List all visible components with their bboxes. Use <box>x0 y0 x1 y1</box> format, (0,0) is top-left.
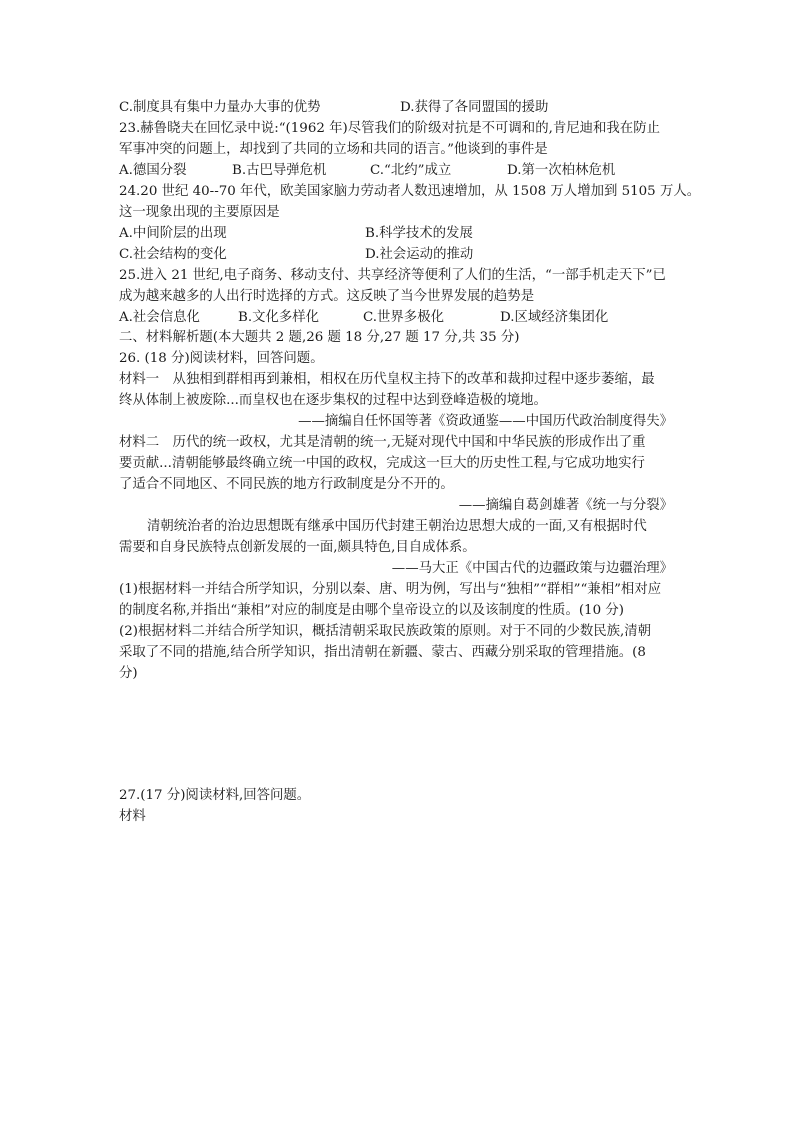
q26-sub1-line1: (1)根据材料一并结合所学知识，分别以秦、唐、明为例，写出与“独相”“群相”“兼相”相对应 <box>119 582 662 597</box>
q26-material1-source: ——摘编自任怀国等著《资政通鉴——中国历代政治制度得失》 <box>298 414 673 429</box>
q26-sub1-line2: 的制度名称,并指出“兼相”对应的制度是由哪个皇帝设立的以及该制度的性质。(10 分) <box>119 603 624 618</box>
q24-option-c: C.社会结构的变化 <box>119 247 227 262</box>
q27-material-label: 材料 <box>119 809 146 824</box>
q26-material3-line2: 需要和自身民族特点创新发展的一面,颇具特色,目自成体系。 <box>119 540 476 555</box>
q24-option-b: B.科学技术的发展 <box>365 226 473 241</box>
q26-sub2-line3: 分) <box>119 666 138 681</box>
q24-option-a: A.中间阶层的出现 <box>119 226 227 241</box>
q26-sub2-line1: (2)根据材料二并结合所学知识，概括清朝采取民族政策的原则。对于不同的少数民族,清朝 <box>119 624 652 639</box>
q25-option-b: B.文化多样化 <box>238 310 320 325</box>
q26-material3-source: ——马大正《中国古代的边疆政策与边疆治理》 <box>391 561 673 576</box>
q25-option-d: D.区域经济集团化 <box>500 310 609 325</box>
q25-stem-line2: 成为越来越多的人出行时选择的方式。这反映了当今世界发展的趋势是 <box>119 289 535 304</box>
q24-option-d: D.社会运动的推动 <box>365 247 474 262</box>
q23-option-c: C.“北约”成立 <box>370 163 452 178</box>
q25-option-c: C.世界多极化 <box>363 310 444 325</box>
q25-stem-line1: 25.进入 21 世纪,电子商务、移动支付、共享经济等便利了人们的生活，“一部手机走天下”已 <box>119 268 666 283</box>
q26-material3-line1: 清朝统治者的治边思想既有继承中国历代封建王朝治边思想大成的一面,又有根据时代 <box>147 519 647 534</box>
q26-sub2-line2: 采取了不同的措施,结合所学知识，指出清朝在新疆、蒙古、西藏分别采取的管理措施。(8 <box>119 645 646 660</box>
q26-material2-line3: 了适合不同地区、不同民族的地方行政制度是分不开的。 <box>119 477 454 492</box>
q26-material1-line2: 终从体制上被废除...而皇权也在逐步集权的过程中达到登峰造极的境地。 <box>119 393 547 408</box>
q26-material2-line1: 材料二 历代的统一政权，尤其是清朝的统一,无疑对现代中国和中华民族的形成作出了重 <box>119 435 646 450</box>
q22-option-d: D.获得了各同盟国的援助 <box>400 100 549 115</box>
q22-option-c: C.制度具有集中力量办大事的优势 <box>119 100 321 115</box>
q23-option-d: D.第一次柏林危机 <box>507 163 616 178</box>
q26-material2-source: ——摘编自葛剑雄著《统一与分裂》 <box>458 498 673 513</box>
q24-stem-line1: 24.20 世纪 40--70 年代，欧美国家脑力劳动者人数迅速增加，从 1508 万人增加到 5105 万人。 <box>119 184 701 199</box>
section-heading: 二、材料解析题(本大题共 2 题,26 题 18 分,27 题 17 分,共 35 分) <box>119 330 520 345</box>
q26-material1-line1: 材料一 从独相到群相再到兼相，相权在历代皇权主持下的改革和裁抑过程中逐步萎缩，最 <box>119 372 655 387</box>
q23-stem-line1: 23.赫鲁晓夫在回忆录中说:“(1962 年)尽管我们的阶级对抗是不可调和的,肯尼迪和我在防止 <box>119 121 660 136</box>
q26-material2-line2: 要贡献...清朝能够最终确立统一中国的政权，完成这一巨大的历史性工程,与它成功地实行 <box>119 456 645 471</box>
q23-option-a: A.德国分裂 <box>119 163 187 178</box>
q23-option-b: B.古巴导弹危机 <box>232 163 327 178</box>
q24-stem-line2: 这一现象出现的主要原因是 <box>119 205 280 220</box>
q26-intro: 26. (18 分)阅读材料，回答问题。 <box>119 351 324 366</box>
q25-option-a: A.社会信息化 <box>119 310 200 325</box>
q27-intro: 27.(17 分)阅读材料,回答问题。 <box>119 788 311 803</box>
q23-stem-line2: 军事冲突的问题上，却找到了共同的立场和共同的语言。”他谈到的事件是 <box>119 142 548 157</box>
